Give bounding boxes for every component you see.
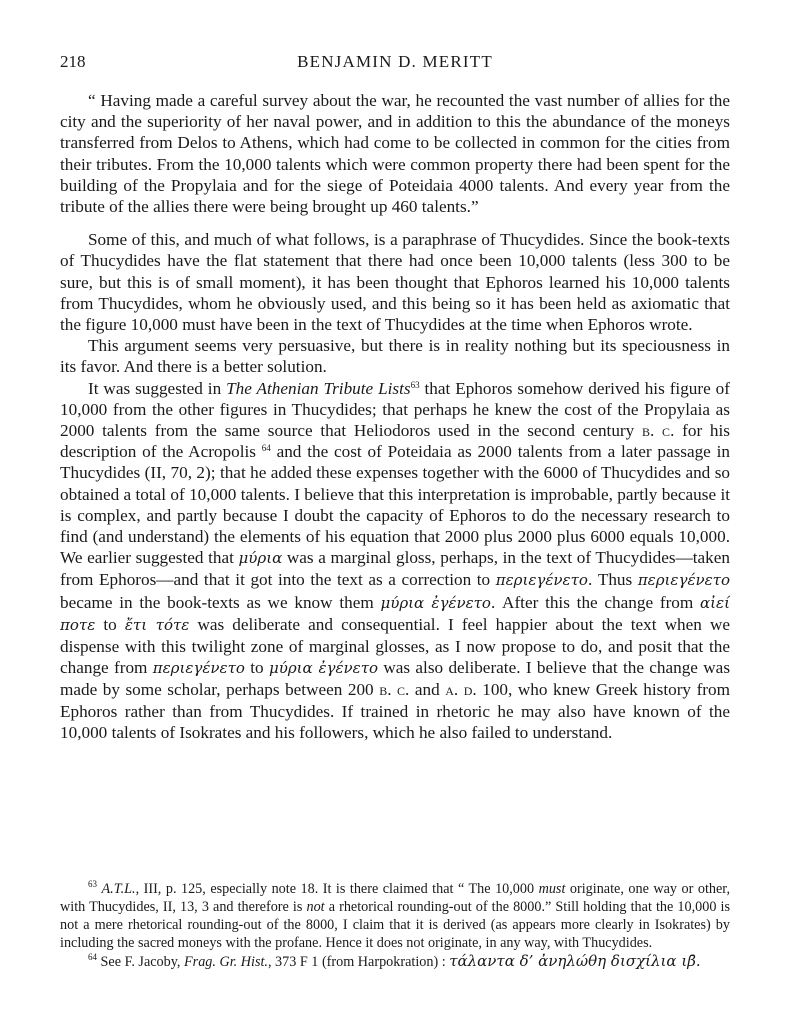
main-text — [60, 90, 730, 743]
emphasis: not — [306, 899, 325, 915]
text-run: was a marginal gloss, perhaps, in the text of Thucydides—taken from Ephoros—and that it got into the text as a correction to — [60, 548, 731, 590]
era-abbrev: b. c. — [379, 680, 410, 700]
greek-phrase: μύρια ἐγένετο — [380, 593, 491, 612]
abbrev-title: A.T.L. — [101, 881, 136, 897]
text-run: originate, one way or other, with Thucydides, II, 13, 3 and therefore is — [60, 881, 730, 915]
greek-word: περιεγένετο — [152, 659, 245, 678]
greek-word: περιεγένετο — [495, 571, 588, 590]
footnotes — [60, 880, 730, 971]
text-run: a rhetorical rounding-out of the 8000.” Still holding that the 10,000 is not a mere rhetorical rounding-out of the 8000, I claim that it is derived (as appears more clearly in Isokrates) by including the sacred moneys with the profane. Hence it does not originate, in any way, with Thucydides. — [60, 899, 730, 951]
greek-word: περιεγένετο — [637, 571, 730, 590]
greek-phrase: αἰεί ποτε — [60, 593, 730, 634]
text-run: became in the book-texts as we know them — [60, 592, 381, 612]
text-run: It was suggested in — [88, 378, 227, 398]
work-title: Frag. Gr. Hist. — [184, 954, 268, 970]
text-run: , III, p. 125, especially note 18. It is there claimed that “ The 10,000 — [135, 881, 539, 897]
text-run: , 373 F 1 (from Harpokration) : — [267, 954, 450, 970]
era-abbrev: a. d. — [445, 680, 477, 700]
greek-quote: τάλαντα δ’ ἀνηλώθη δισχίλια ιβ̄. — [449, 952, 701, 970]
footnote-ref-63[interactable]: 63 — [410, 379, 420, 390]
footnote-64 — [60, 952, 730, 971]
text-run: to — [95, 614, 125, 634]
paragraph-3: This argument seems very persuasive, but there is in reality nothing but its speciousness in its favor. And there is a better solution. — [60, 336, 730, 377]
paragraph-quote: “ Having made a careful survey about the war, he recounted the vast number of allies for the city and the superiority of her naval power, and in addition to this the abundance of the moneys transferred from Delos to Athens, which had come to be collected in common for the cities from their tributes. From the 10,000 talents which were common property there had been spent for the building of the Propylaia and for the siege of Poteidaia 4000 talents. And every year from the tribute of the allies there were being brought up 460 talents.” — [60, 91, 730, 217]
text-run: to — [244, 658, 269, 678]
footnote-number: 64 — [88, 952, 97, 962]
text-run: was deliberate and consequential. I feel happier about the text when we dispense with this twilight zone of marginal glosses, as I now propose to do, and posit that the change from — [60, 614, 730, 678]
text-run: . After this the change from — [490, 592, 701, 612]
greek-phrase: μύρια ἐγένετο — [268, 659, 379, 678]
era-abbrev: b. c. — [642, 421, 675, 441]
footnote-63 — [60, 880, 730, 952]
text-run: and the cost of Poteidaia as 2000 talents from a later passage in Thucydides (II, 70, 2); that he added these expenses together with the 6000 of Thucydides and so obtained a total of 10,000 talents. I believe that this interpretation is improbable, partly because it is complex, and partly because I doubt the capacity of Ephoros to do the necessary research to find (and understand) the elements of his equation that 2000 plus 2000 plus 6000 equals 10,000. We earlier suggested that — [60, 442, 730, 568]
footnote-ref-64[interactable]: 64 — [261, 443, 271, 454]
greek-phrase: ἔτι τότε — [124, 615, 190, 634]
text-run: for his description of the Acropolis — [60, 421, 730, 462]
paragraph-2: Some of this, and much of what follows, is a paraphrase of Thucydides. Since the book-texts of Thucydides have the flat statement that there had once been 10,000 talents (less 300 to be sure, but this is of small moment), it has been thought that Ephoros learned his 10,000 talents from Thucydides, whom he obviously used, and this being so it has been held as axiomatic that the figure 10,000 must have been in the text of Thucydides at the time when Ephoros wrote. — [60, 230, 730, 335]
text-run: 100, who knew Greek history from Ephoros rather than from Thucydides. If trained in rhetoric he may also have known of the 10,000 talents of Isokrates and his followers, which he also failed to understand. — [60, 680, 730, 742]
greek-word: μύρια — [238, 549, 283, 568]
book-title: The Athenian Tribute Lists — [226, 378, 411, 398]
text-run: that Ephoros somehow derived his figure of 10,000 from the other figures in Thucydides; that perhaps he knew the cost of the Propylaia as 2000 talents from the same source that Heliodoros used in the second century — [60, 378, 730, 441]
text-run: . Thus — [587, 570, 638, 590]
paragraph-4 — [60, 378, 730, 743]
text-run: and — [409, 680, 446, 700]
text-run: See F. Jacoby, — [97, 954, 184, 970]
running-head: BENJAMIN D. MERITT — [297, 52, 493, 71]
page-header — [60, 52, 730, 76]
emphasis: must — [538, 881, 566, 897]
page-number: 218 — [60, 52, 86, 71]
text-run: was also deliberate. I believe that the change was made by some scholar, perhaps between 200 — [60, 658, 731, 700]
footnote-number: 63 — [88, 879, 97, 889]
